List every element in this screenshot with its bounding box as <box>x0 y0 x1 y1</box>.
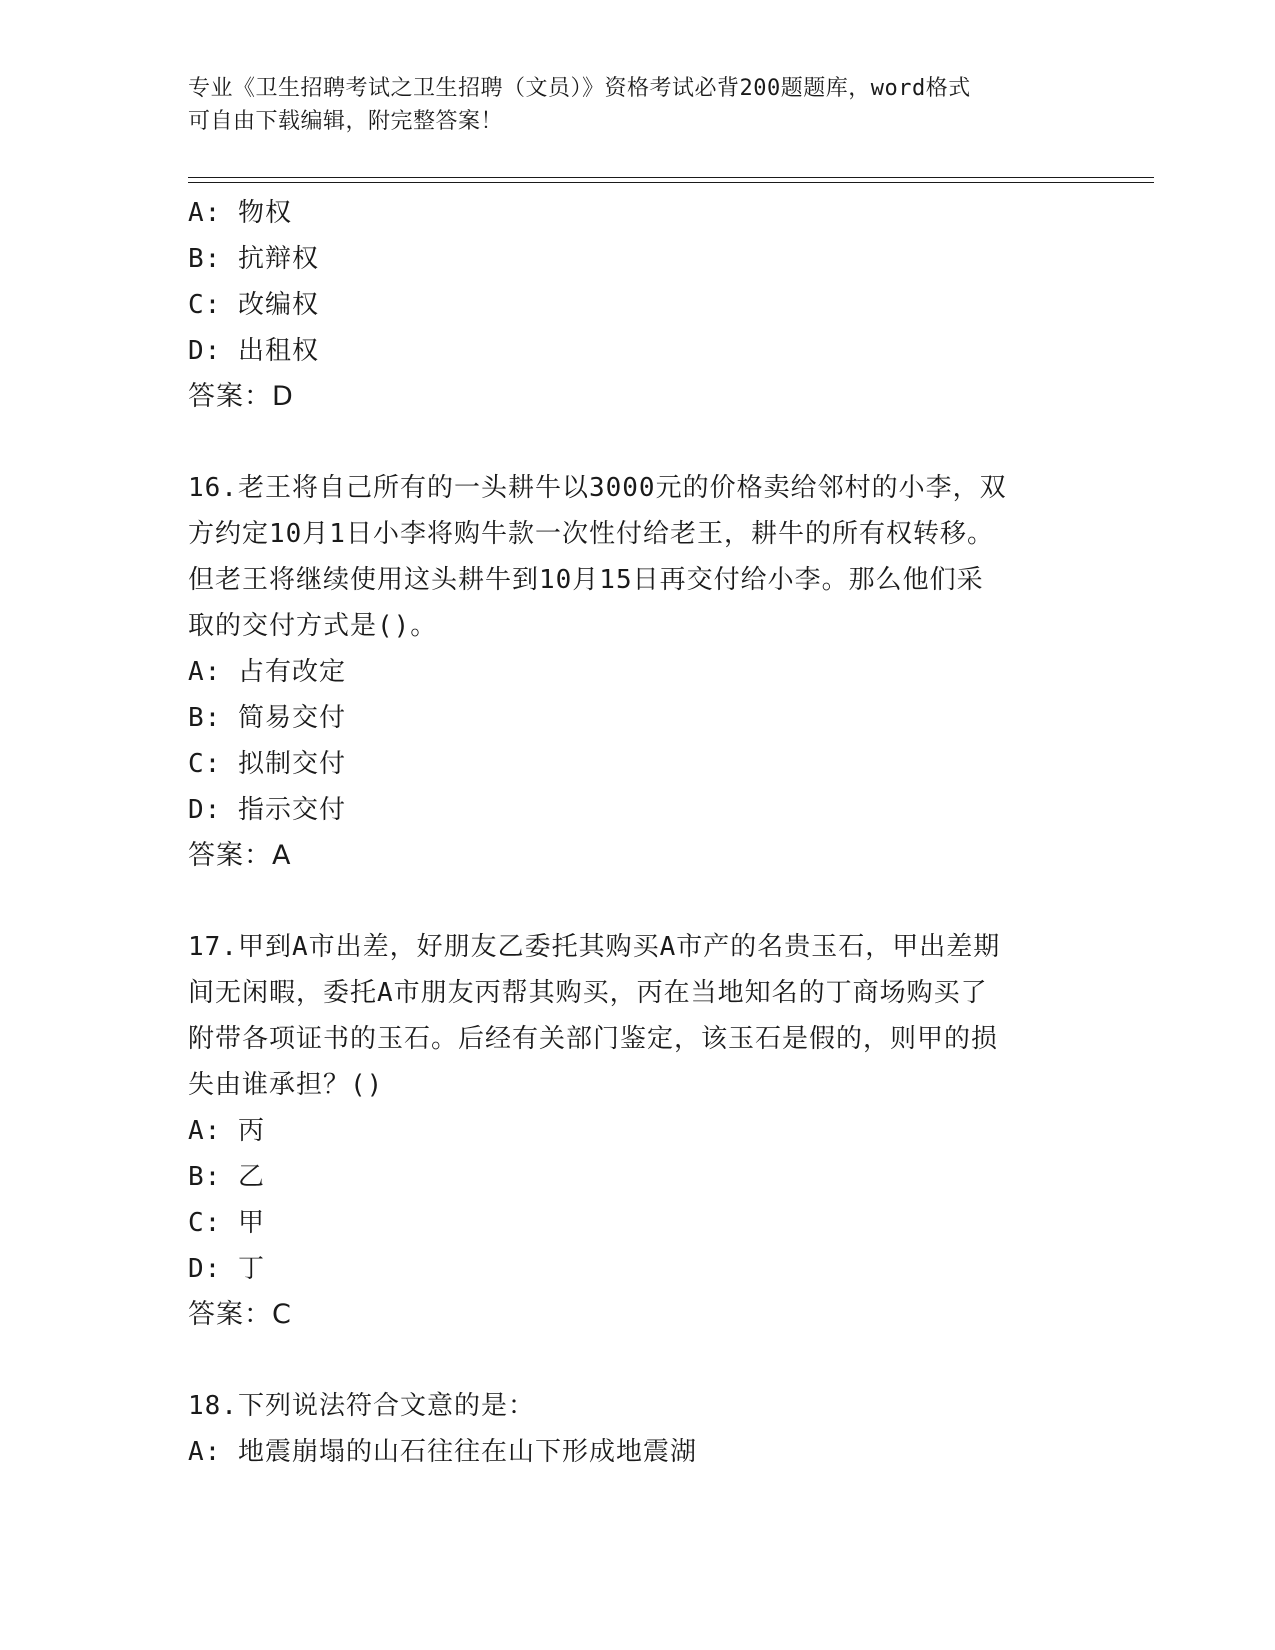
option-a: A: 物权 <box>188 198 292 228</box>
question-text-line: 方约定10月1日小李将购牛款一次性付给老王，耕牛的所有权转移。 <box>188 519 994 549</box>
spacer <box>188 420 1088 465</box>
header-rule-bottom <box>188 182 1154 183</box>
answer: 答案：A <box>188 840 292 871</box>
option-b: B: 乙 <box>188 1162 265 1192</box>
option-d: D: 出租权 <box>188 336 319 366</box>
option-d: D: 丁 <box>188 1254 265 1284</box>
page-header <box>188 72 1068 138</box>
option-c: C: 改编权 <box>188 290 319 320</box>
question-text-line: 18.下列说法符合文意的是： <box>188 1391 535 1421</box>
question-15 <box>188 190 1088 420</box>
question-16 <box>188 465 1088 879</box>
question-list <box>188 190 1088 1475</box>
option-c: C: 甲 <box>188 1208 265 1238</box>
header-line-2: 可自由下载编辑，附完整答案！ <box>188 109 504 134</box>
question-text-line: 取的交付方式是()。 <box>188 611 438 641</box>
question-text-line: 16.老王将自己所有的一头耕牛以3000元的价格卖给邻村的小李，双 <box>188 473 1007 503</box>
option-a: A: 丙 <box>188 1116 265 1146</box>
question-text-line: 但老王将继续使用这头耕牛到10月15日再交付给小李。那么他们采 <box>188 565 984 595</box>
question-17 <box>188 924 1088 1338</box>
option-a: A: 地震崩塌的山石往往在山下形成地震湖 <box>188 1437 697 1467</box>
question-text-line: 17.甲到A市出差，好朋友乙委托其购买A市产的名贵玉石，甲出差期 <box>188 932 1001 962</box>
option-b: B: 抗辩权 <box>188 244 319 274</box>
spacer <box>188 1338 1088 1383</box>
header-line-1: 专业《卫生招聘考试之卫生招聘（文员）》资格考试必背200题题库，word格式 <box>188 76 971 101</box>
question-text-line: 失由谁承担？() <box>188 1070 384 1100</box>
question-text-line: 间无闲暇，委托A市朋友丙帮其购买，丙在当地知名的丁商场购买了 <box>188 978 988 1008</box>
header-rule-top <box>188 177 1154 178</box>
option-c: C: 拟制交付 <box>188 749 346 779</box>
answer: 答案：D <box>188 381 294 412</box>
option-a: A: 占有改定 <box>188 657 346 687</box>
question-18 <box>188 1383 1088 1475</box>
question-text-line: 附带各项证书的玉石。后经有关部门鉴定，该玉石是假的，则甲的损 <box>188 1024 999 1054</box>
spacer <box>188 879 1088 924</box>
option-d: D: 指示交付 <box>188 795 346 825</box>
option-b: B: 简易交付 <box>188 703 346 733</box>
answer: 答案：C <box>188 1299 292 1330</box>
